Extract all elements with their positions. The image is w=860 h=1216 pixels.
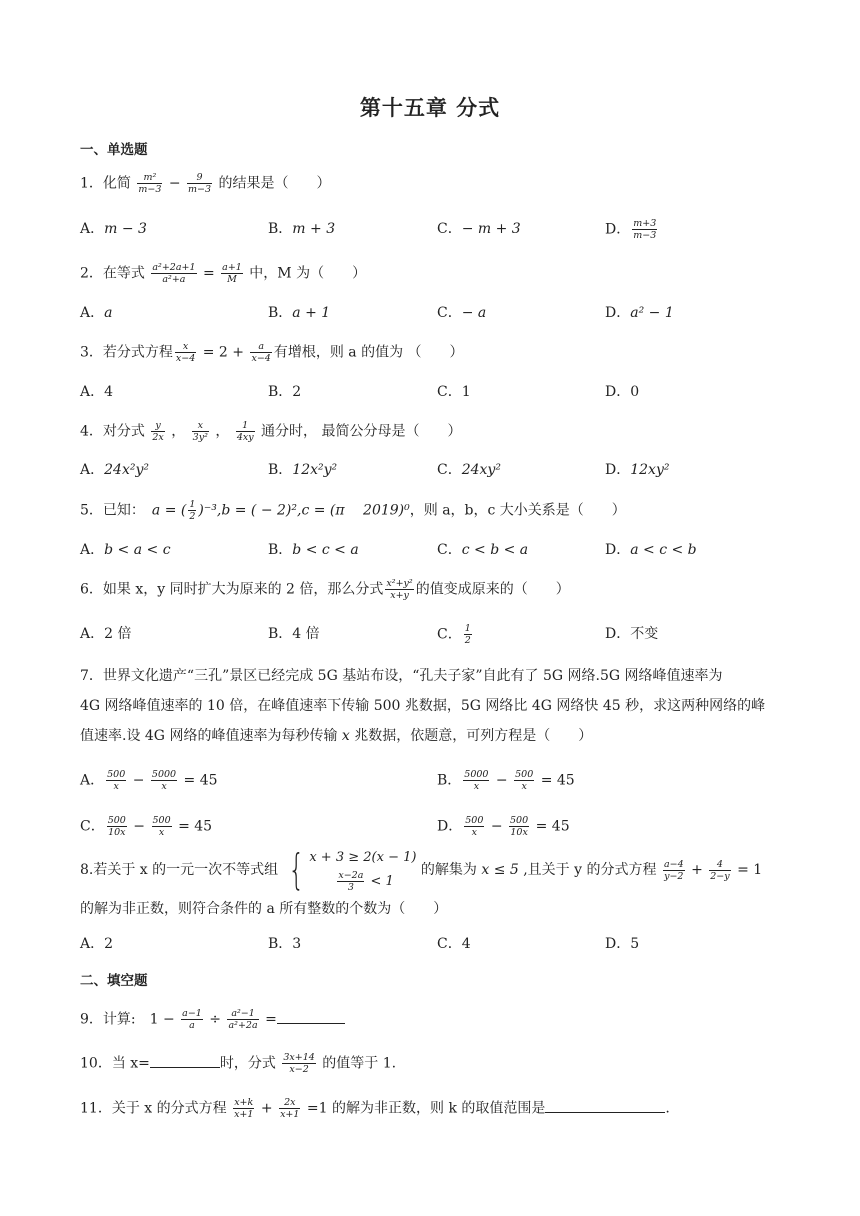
q6-option-c[interactable]: C． $\frac{1}{2}$ (437, 623, 471, 646)
q5-option-b[interactable]: B．b < c < a (268, 542, 359, 558)
q1-option-a[interactable]: A．m − 3 (80, 221, 147, 237)
q2-option-b[interactable]: B．a + 1 (268, 305, 331, 321)
q2-option-d[interactable]: D．a² − 1 (605, 305, 674, 321)
question-8-line-2: 的解为非正数，则符合条件的 a 所有整数的个数为（ ） (80, 901, 448, 917)
fraction: $\frac{\text{a²+2a+1}}{\text{a²+a}}$ (152, 262, 196, 285)
answer-blank[interactable] (545, 1098, 665, 1113)
fraction: $\frac{x}{x-4}$ (175, 341, 196, 364)
q7-option-a[interactable]: A． $\frac{500}{x}$ − $\frac{5000}{x}$ = 45 (80, 769, 218, 792)
fraction: $\frac{a+1}{M}$ (222, 262, 242, 285)
fraction: $\frac{\text{m²}}{m-3}$ (138, 172, 162, 195)
section-heading-single-choice: 一、单选题 (80, 142, 148, 158)
q5-option-a[interactable]: A．b < a < c (80, 542, 171, 558)
question-7: 7．世界文化遗产“三孔”景区已经完成 5G 基站布设，“孔夫子家”自此有了 5G 网络.5G 网络峰值速率为 4G 网络峰值速率的 10 倍，在峰值速率下传输 500 兆数据，5G 网络比 4G 网络快 45 秒，求这两种网络的峰 值速率.设 4G 网络的峰值速率为每秒传输 x 兆数据，依题意，可列方程是（ ） (80, 668, 766, 744)
q7-option-b[interactable]: B． $\frac{5000}{x}$ − $\frac{500}{x}$ = 45 (437, 769, 575, 792)
q8-option-b[interactable]: B．3 (268, 936, 302, 952)
fraction: $\frac{a}{x-4}$ (251, 341, 271, 364)
question-10: 10．当 x= 时，分式 $\frac{3x+14}{x-2}$ 的值等于 1. (80, 1052, 397, 1075)
inequality-system: x + 3 ≥ 2(x − 1) $\frac{x-2a}{3}$ < 1 (309, 850, 417, 893)
q4-option-d[interactable]: D．12xy² (605, 462, 670, 478)
question-2: 2．在等式 $\frac{\text{a²+2a+1}}{\text{a²+a}}$ = $\frac{a+1}{M}$ 中，M 为（ ） (80, 262, 367, 285)
fraction: $\frac{1}{2}$ (189, 499, 196, 522)
q3-option-b[interactable]: B．2 (268, 384, 302, 400)
question-6: 6．如果 x，y 同时扩大为原来的 2 倍，那么分式 $\frac{\text{x²+y²}}{x+y}$ 的值变成原来的（ ） (80, 578, 570, 601)
q7-option-d[interactable]: D． $\frac{500}{x}$ − $\frac{500}{10x}$ = 45 (437, 815, 570, 838)
question-5: 5．已知： a = ( $\frac{1}{2}$ )⁻³,b = ( − 2)²,c = (π 2019)⁰，则 a，b，c 大小关系是（ ） (80, 499, 626, 522)
fraction: $\frac{y}{2x}$ (152, 420, 164, 443)
q4-option-b[interactable]: B．12x²y² (268, 462, 338, 478)
fraction: $\frac{1}{4xy}$ (236, 420, 254, 443)
q8-option-a[interactable]: A．2 (80, 936, 114, 952)
q8-option-d[interactable]: D．5 (605, 936, 640, 952)
q7-option-c[interactable]: C． $\frac{500}{10x}$ − $\frac{500}{x}$ = 45 (80, 815, 213, 838)
question-11: 11．关于 x 的分式方程 $\frac{x+k}{x+1}$ + $\frac{2x}{x+1}$ =1 的解为非正数，则 k 的取值范围是 . (80, 1097, 670, 1120)
q1-option-b[interactable]: B．m + 3 (268, 221, 336, 237)
question-4: 4．对分式 $\frac{y}{2x}$ ， $\frac{x}{\text{3y²}}$ ， $\frac{1}{4xy}$ 通分时， 最简公分母是（ ） (80, 420, 462, 443)
section-heading-fill-in: 二、填空题 (80, 973, 148, 989)
question-1 (80, 172, 330, 195)
fraction: $\frac{x}{\text{3y²}}$ (192, 420, 208, 443)
question-8: 8.若关于 x 的一元一次不等式组 { x + 3 ≥ 2(x − 1) $\frac{x-2a}{3}$ < 1 的解集为 x ≤ 5 ,且关于 y 的分式方程 $\frac{a-4}{y-2}$ + $\frac{4}{2-y}$ = 1 (80, 845, 763, 894)
q1-option-c[interactable]: C．− m + 3 (437, 221, 521, 237)
q3-option-a[interactable]: A．4 (80, 384, 114, 400)
question-text: 的结果是（ ） (214, 175, 331, 192)
q8-option-c[interactable]: C．4 (437, 936, 471, 952)
question-9: 9．计算: 1 − $\frac{a-1}{a}$ ÷ $\frac{\text{a²−1}}{\text{a²+2a}}$ = (80, 1008, 345, 1031)
q2-option-c[interactable]: C．− a (437, 305, 487, 321)
brace: { (287, 845, 304, 894)
q3-option-c[interactable]: C．1 (437, 384, 471, 400)
answer-blank[interactable] (150, 1053, 220, 1068)
q6-option-d[interactable]: D．不变 (605, 626, 659, 642)
q1-option-d[interactable]: D． $\frac{m+3}{m-3}$ (605, 218, 657, 241)
q3-option-d[interactable]: D．0 (605, 384, 640, 400)
q4-option-c[interactable]: C．24xy² (437, 462, 501, 478)
q5-option-c[interactable]: C．c < b < a (437, 542, 529, 558)
question-text: 1．化简 (80, 175, 136, 192)
question-3: 3．若分式方程 $\frac{x}{x-4}$ = 2 + $\frac{a}{x-4}$ 有增根，则 a 的值为 （ ） (80, 341, 464, 364)
fraction: $\frac{9}{m-3}$ (188, 172, 212, 195)
answer-blank[interactable] (277, 1009, 345, 1024)
q6-option-b[interactable]: B．4 倍 (268, 626, 320, 642)
q4-option-a[interactable]: A．24x²y² (80, 462, 149, 478)
q5-option-d[interactable]: D．a < c < b (605, 542, 697, 558)
q2-option-a[interactable]: A．a (80, 305, 113, 321)
fraction: $\frac{\text{x²+y²}}{x+y}$ (386, 578, 413, 601)
page-title: 第十五章 分式 (359, 96, 501, 120)
operator: − (164, 175, 186, 192)
q6-option-a[interactable]: A．2 倍 (80, 626, 132, 642)
